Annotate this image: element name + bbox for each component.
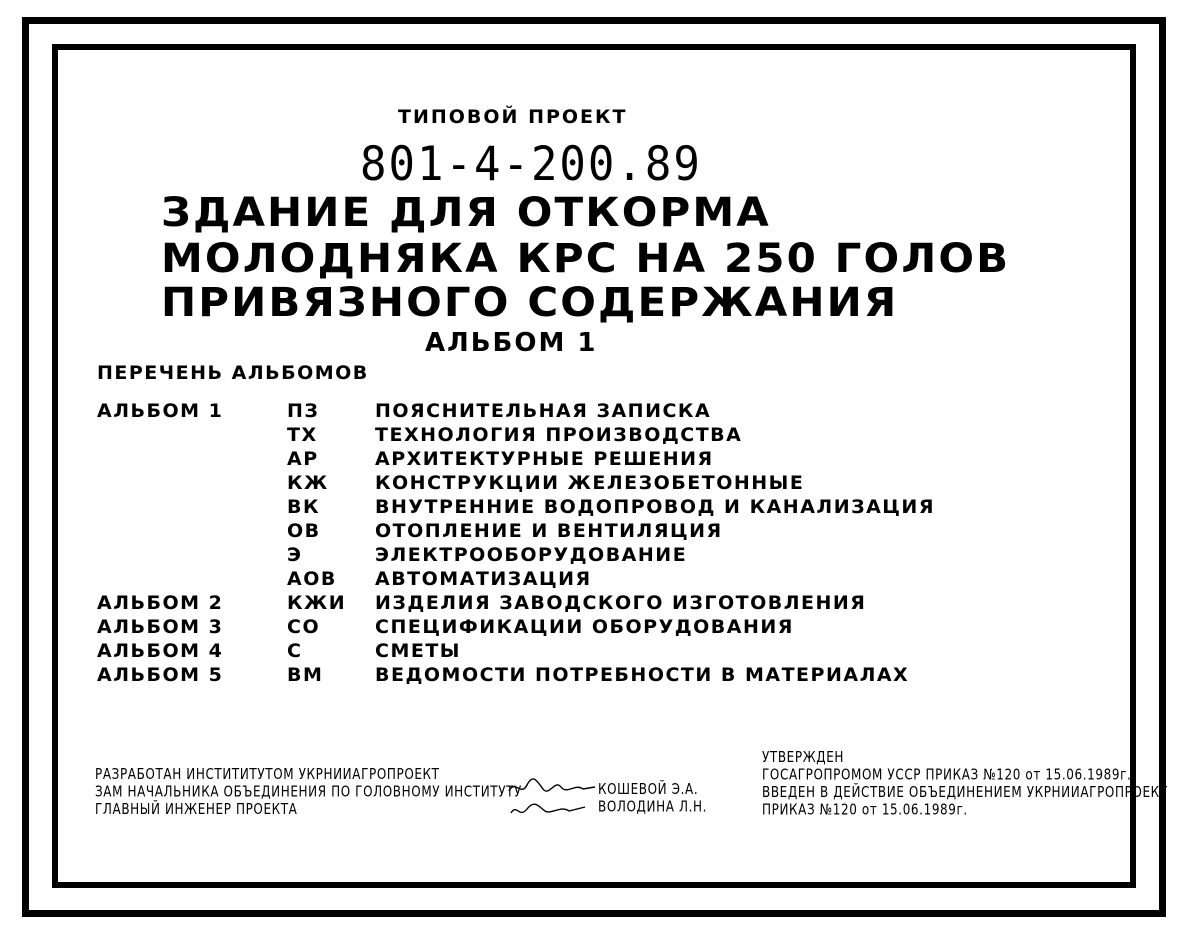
- section-name: АВТОМАТИЗАЦИЯ: [375, 568, 592, 590]
- developer-line: РАЗРАБОТАН ИНСТИТИТУТОМ УКРНИИАГРОПРОЕКТ: [95, 765, 440, 783]
- album-list-heading: ПЕРЕЧЕНЬ АЛЬБОМОВ: [97, 362, 369, 384]
- section-code: С: [287, 640, 303, 662]
- album-number: АЛЬБОМ 2: [97, 592, 224, 614]
- approval-line: УТВЕРЖДЕН: [762, 748, 844, 766]
- section-code: АР: [287, 448, 319, 470]
- section-code: ВМ: [287, 664, 324, 686]
- project-label: ТИПОВОЙ ПРОЕКТ: [398, 106, 628, 128]
- section-name: ВЕДОМОСТИ ПОТРЕБНОСТИ В МАТЕРИАЛАХ: [375, 664, 910, 686]
- section-name: ВНУТРЕННИЕ ВОДОПРОВОД И КАНАЛИЗАЦИЯ: [375, 496, 935, 518]
- section-name: ОТОПЛЕНИЕ И ВЕНТИЛЯЦИЯ: [375, 520, 723, 542]
- section-code: ТХ: [287, 424, 318, 446]
- signatory-names: [598, 780, 707, 815]
- section-name: ПОЯСНИТЕЛЬНАЯ ЗАПИСКА: [375, 400, 712, 422]
- approval-line: ВВЕДЕН В ДЕЙСТВИЕ ОБЪЕДИНЕНИЕМ УКРНИИАГРОПРОЕКТ: [762, 783, 1168, 801]
- project-number: 801-4-200.89: [360, 137, 702, 193]
- section-name: ИЗДЕЛИЯ ЗАВОДСКОГО ИЗГОТОВЛЕНИЯ: [375, 592, 867, 614]
- album-number: АЛЬБОМ 4: [97, 640, 224, 662]
- section-code: ВК: [287, 496, 321, 518]
- album-number: АЛЬБОМ 3: [97, 616, 224, 638]
- developer-block: [95, 765, 522, 818]
- title-line-2: МОЛОДНЯКА КРС НА 250 ГОЛОВ: [161, 236, 1011, 282]
- section-name: АРХИТЕКТУРНЫЕ РЕШЕНИЯ: [375, 448, 714, 470]
- signatures: [505, 773, 597, 823]
- section-name: СМЕТЫ: [375, 640, 461, 662]
- section-code: ОВ: [287, 520, 321, 542]
- section-code: ПЗ: [287, 400, 320, 422]
- section-name: ЭЛЕКТРООБОРУДОВАНИЕ: [375, 544, 688, 566]
- signatory-name: КОШЕВОЙ Э.А.: [598, 780, 699, 798]
- approval-line: ПРИКАЗ №120 от 15.06.1989г.: [762, 800, 968, 818]
- section-name: КОНСТРУКЦИИ ЖЕЛЕЗОБЕТОННЫЕ: [375, 472, 805, 494]
- title-line-1: ЗДАНИЕ ДЛЯ ОТКОРМА: [161, 190, 771, 236]
- approval-block: [762, 748, 1168, 818]
- section-code: КЖИ: [287, 592, 347, 614]
- section-code: АОВ: [287, 568, 337, 590]
- title-line-3: ПРИВЯЗНОГО СОДЕРЖАНИЯ: [161, 280, 899, 326]
- chief-engineer-line: ГЛАВНЫЙ ИНЖЕНЕР ПРОЕКТА: [95, 800, 298, 818]
- approval-line: ГОСАГРОПРОМОМ УССР ПРИКАЗ №120 от 15.06.1989г.: [762, 765, 1132, 783]
- section-code: Э: [287, 544, 303, 566]
- section-code: КЖ: [287, 472, 329, 494]
- section-name: СПЕЦИФИКАЦИИ ОБОРУДОВАНИЯ: [375, 616, 794, 638]
- album-heading: АЛЬБОМ 1: [425, 328, 598, 358]
- section-name: ТЕХНОЛОГИЯ ПРОИЗВОДСТВА: [375, 424, 743, 446]
- section-code: СО: [287, 616, 321, 638]
- deputy-line: ЗАМ НАЧАЛЬНИКА ОБЪЕДИНЕНИЯ ПО ГОЛОВНОМУ ИНСТИТУТУ: [95, 782, 522, 800]
- album-number: АЛЬБОМ 5: [97, 664, 224, 686]
- album-number: АЛЬБОМ 1: [97, 400, 224, 422]
- signatory-name: ВОЛОДИНА Л.Н.: [598, 797, 708, 815]
